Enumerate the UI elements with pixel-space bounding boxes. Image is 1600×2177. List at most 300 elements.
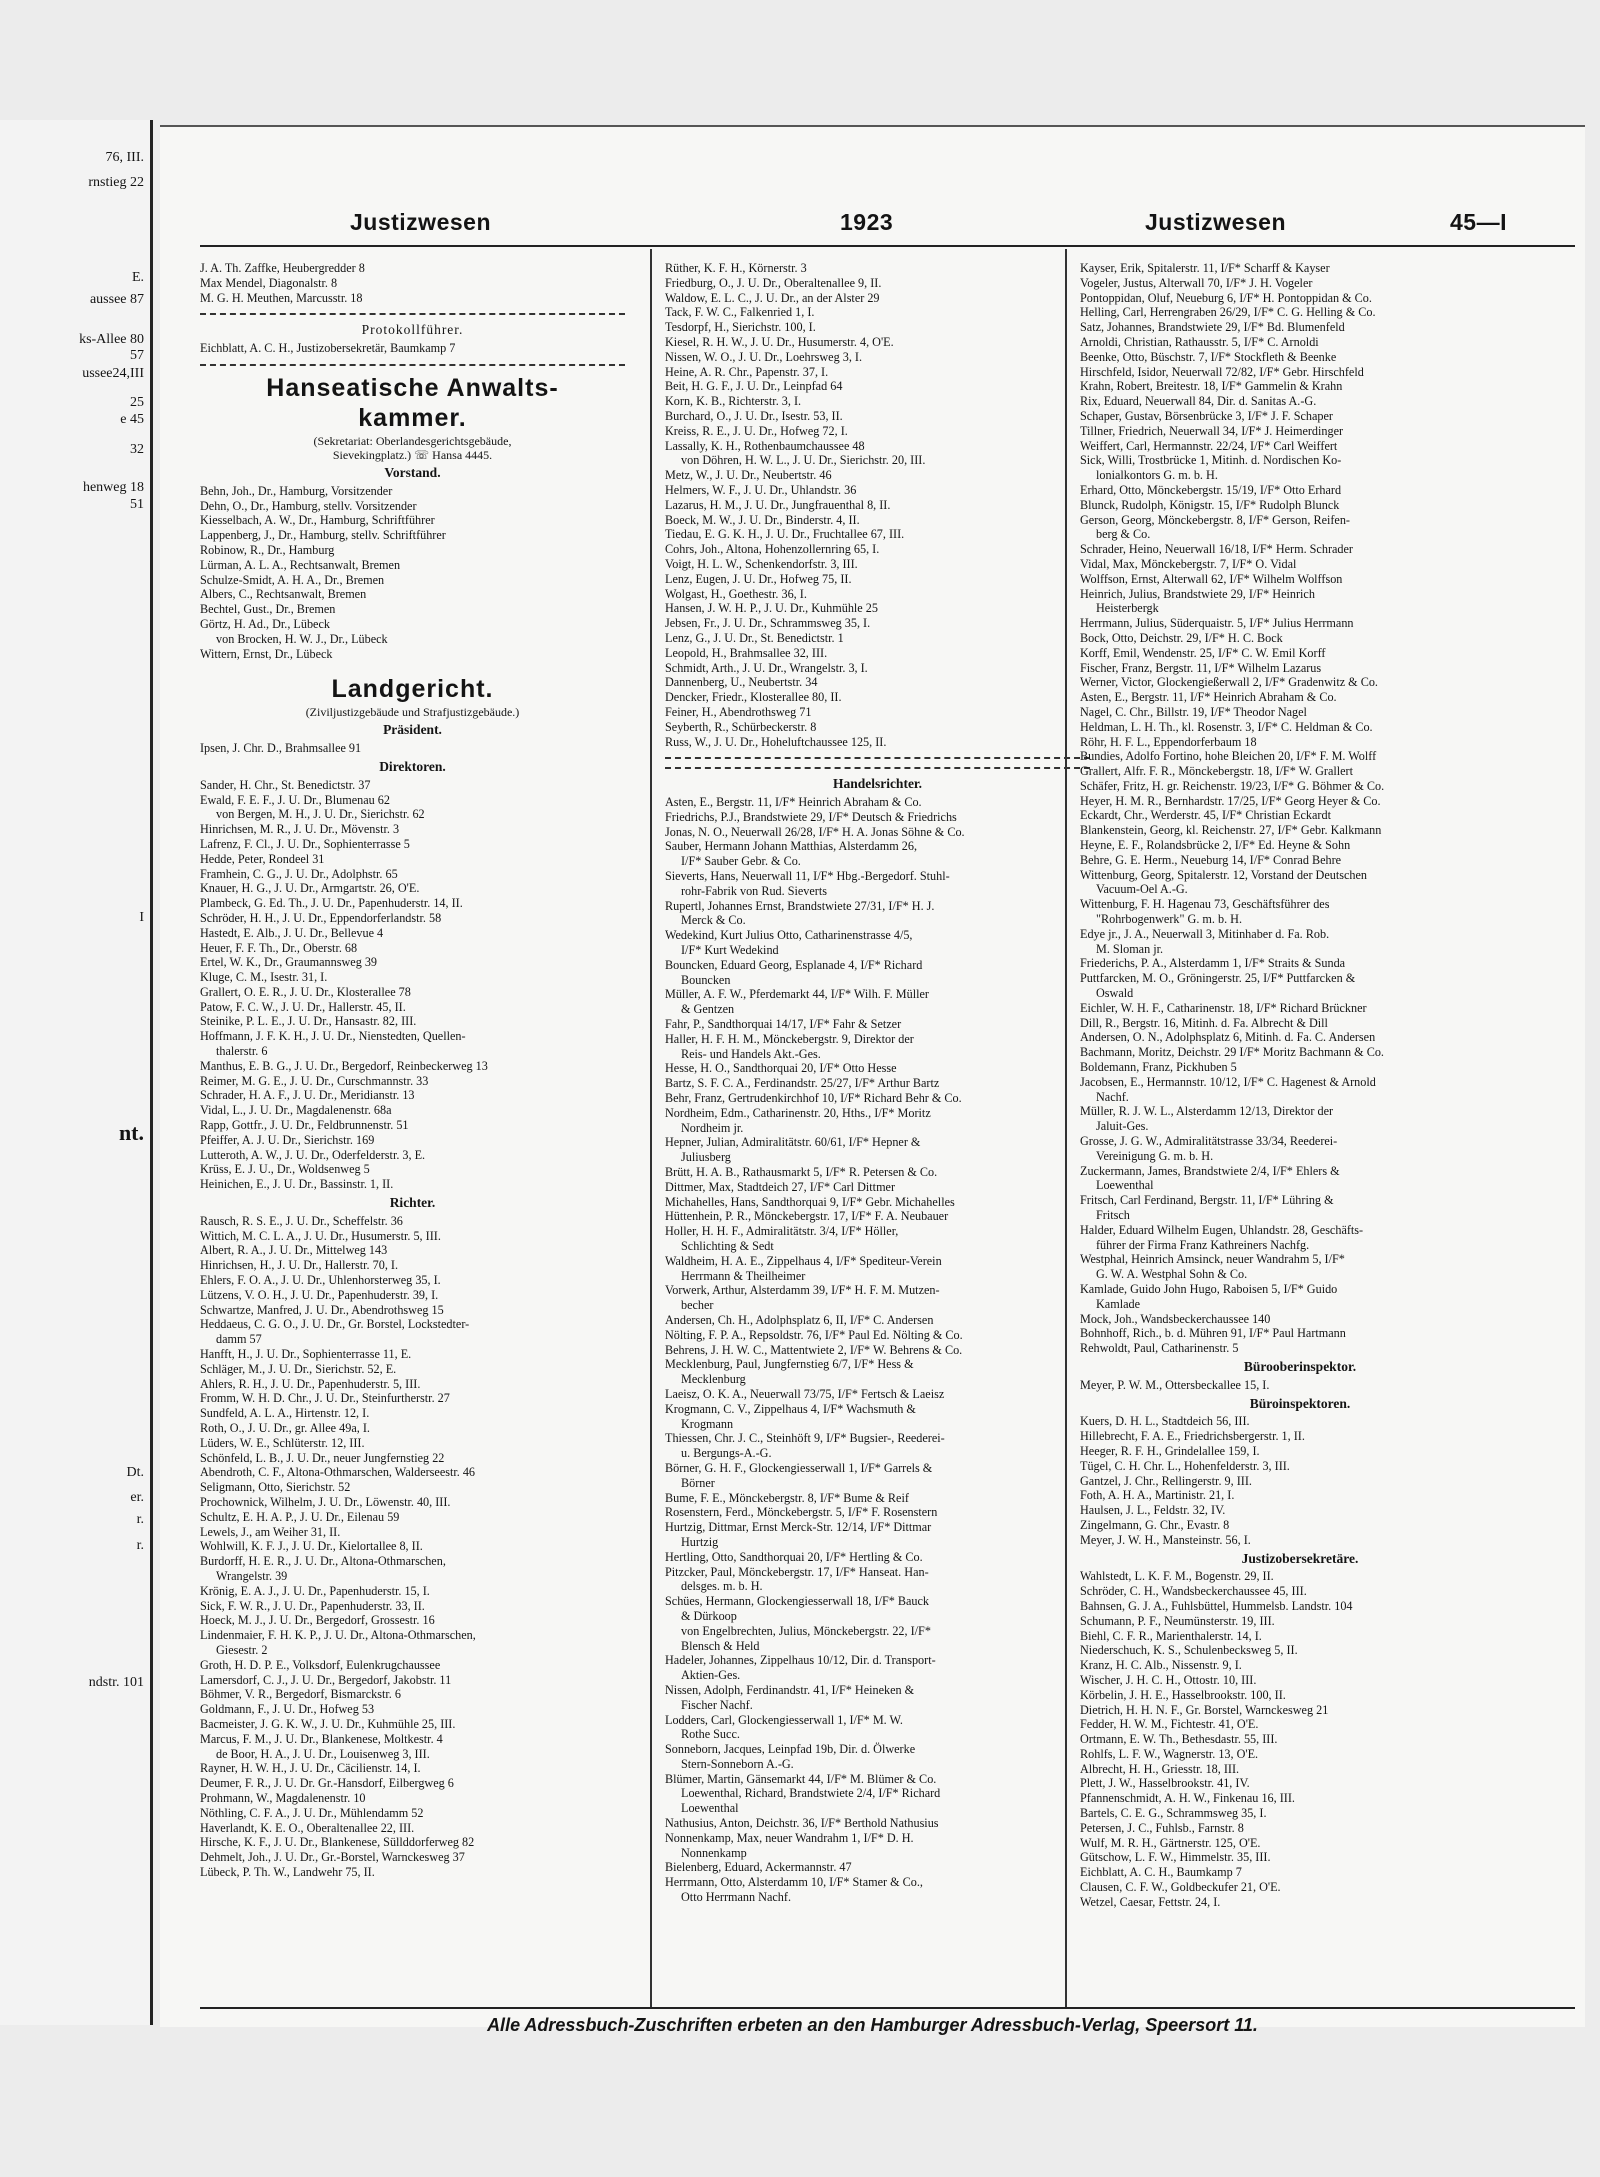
directory-entry: Rupertl, Johannes Ernst, Brandstwiete 27/31, I/F* H. J. xyxy=(665,898,935,913)
directory-entry: Gantzel, J. Chr., Rellingerstr. 9, III. xyxy=(1080,1473,1252,1488)
directory-entry: Prochownick, Wilhelm, J. U. Dr., Löwenstr. 40, III. xyxy=(200,1494,451,1509)
directory-entry: Eckardt, Chr., Werderstr. 45, I/F* Christian Eckardt xyxy=(1080,808,1331,823)
directory-entry: Gütschow, L. F. W., Himmelstr. 35, III. xyxy=(1080,1850,1271,1865)
directory-entry: Hüttenhein, P. R., Mönckebergstr. 17, I/F* F. A. Neubauer xyxy=(665,1209,949,1224)
directory-entry: Oswald xyxy=(1096,986,1134,1001)
directory-entry: Tiedau, E. G. K. H., J. U. Dr., Fruchtallee 67, III. xyxy=(665,527,905,542)
directory-entry: Sieverts, Hans, Neuerwall 11, I/F* Hbg.-Bergedorf. Stuhl- xyxy=(665,869,950,884)
prev-page-fragment: 32 xyxy=(130,442,144,457)
entry-list xyxy=(665,261,1090,749)
directory-entry: Biehl, C. F. R., Marienthalerstr. 14, I. xyxy=(1080,1628,1262,1643)
directory-entry: Groth, H. D. P. E., Volksdorf, Eulenkrugchaussee xyxy=(200,1657,441,1672)
directory-entry: Heuer, F. F. Th., Dr., Oberstr. 68 xyxy=(200,940,358,955)
directory-entry: Grallert, O. E. R., J. U. Dr., Klosterallee 78 xyxy=(200,984,411,999)
separator xyxy=(200,313,625,315)
directory-entry: Herrmann & Theilheimer xyxy=(681,1268,806,1283)
directory-entry: lonialkontors G. m. b. H. xyxy=(1096,468,1218,483)
directory-entry: Lewels, J., am Weiher 31, II. xyxy=(200,1524,341,1539)
directory-entry: Robinow, R., Dr., Hamburg xyxy=(200,542,335,557)
column-3 xyxy=(1080,261,1520,1910)
directory-entry: Metz, W., J. U. Dr., Neubertstr. 46 xyxy=(665,468,832,483)
directory-entry: Loewenthal xyxy=(1096,1178,1154,1193)
directory-entry: Röhr, H. F. L., Eppendorferbaum 18 xyxy=(1080,734,1257,749)
directory-entry: Russ, W., J. U. Dr., Hoheluftchaussee 125, II. xyxy=(665,734,887,749)
directory-entry: Haulsen, J. L., Feldstr. 32, IV. xyxy=(1080,1503,1226,1518)
directory-entry: Bahnsen, G. J. A., Fuhlsbüttel, Hummelsb. Landstr. 104 xyxy=(1080,1598,1353,1613)
directory-entry: Rüther, K. F. H., Körnerstr. 3 xyxy=(665,261,807,275)
directory-entry: Lürman, A. L. A., Rechtsanwalt, Bremen xyxy=(200,557,401,572)
footer-rule xyxy=(200,2007,1575,2009)
header-left-title: Justizwesen xyxy=(350,209,491,235)
directory-entry: I/F* Sauber Gebr. & Co. xyxy=(681,854,801,869)
column-divider xyxy=(650,249,652,2009)
directory-entry: Pfeiffer, A. J. U. Dr., Sierichstr. 169 xyxy=(200,1132,375,1147)
header-year: 1923 xyxy=(840,209,894,235)
prev-page-fragment: E. xyxy=(131,270,144,285)
directory-entry: Asten, E., Bergstr. 11, I/F* Heinrich Abraham & Co. xyxy=(1080,690,1337,705)
directory-entry: M. G. H. Meuthen, Marcusstr. 18 xyxy=(200,290,363,305)
section-title: kammer. xyxy=(358,403,467,432)
directory-entry: Schrader, Heino, Neuerwall 16/18, I/F* Herm. Schrader xyxy=(1080,542,1353,557)
directory-entry: Wahlstedt, L. K. F. M., Bogenstr. 29, II. xyxy=(1080,1569,1274,1584)
directory-entry: Nordheim, Edm., Catharinenstr. 20, Hths., I/F* Moritz xyxy=(665,1105,931,1120)
directory-entry: Nissen, Adolph, Ferdinandstr. 41, I/F* Heineken & xyxy=(665,1682,915,1697)
directory-entry: Schües, Hermann, Glockengiesserwall 18, I/F* Bauck xyxy=(665,1594,930,1609)
section-title: Landgericht. xyxy=(331,675,494,704)
directory-entry: Behn, Joh., Dr., Hamburg, Vorsitzender xyxy=(200,483,393,498)
separator xyxy=(200,364,625,366)
directory-entry: Vidal, Max, Mönckebergstr. 7, I/F* O. Vidal xyxy=(1080,556,1297,571)
directory-entry: Heyne, E. F., Rolandsbrücke 2, I/F* Ed. Heyne & Sohn xyxy=(1080,838,1351,853)
prev-page-fragment: 76, III. xyxy=(105,150,144,165)
directory-entry: Weiffert, Carl, Hermannstr. 22/24, I/F* Carl Weiffert xyxy=(1080,438,1338,453)
section-note: (Sekretariat: Oberlandesgerichtsgebäude, xyxy=(313,433,512,448)
directory-entry: Tack, F. W. C., Falkenried 1, I. xyxy=(665,305,815,320)
directory-entry: Schwartze, Manfred, J. U. Dr., Abendrothsweg 15 xyxy=(200,1302,444,1317)
directory-entry: Tügel, C. H. Chr. L., Hohenfelderstr. 3, III. xyxy=(1080,1458,1290,1473)
prev-page-fragment: er. xyxy=(130,1490,144,1505)
directory-entry: Dencker, Friedr., Klosterallee 80, II. xyxy=(665,690,842,705)
prev-page-fragment: 57 xyxy=(130,348,144,363)
directory-entry: Hastedt, E. Alb., J. U. Dr., Bellevue 4 xyxy=(200,925,384,940)
directory-entry: Schumann, P. F., Neumünsterstr. 19, III. xyxy=(1080,1613,1275,1628)
section-heading: Handelsrichter. xyxy=(832,776,923,792)
directory-entry: Müller, A. F. W., Pferdemarkt 44, I/F* Wilh. F. Müller xyxy=(665,987,929,1002)
section-note: (Ziviljustizgebäude und Strafjustizgebäude.) xyxy=(305,705,520,720)
prev-page-fragment: ks-Allee 80 xyxy=(79,332,144,347)
prev-page-fragment: ussee24,III xyxy=(82,366,144,381)
directory-entry: Steinike, P. L. E., J. U. Dr., Hansastr. 82, III. xyxy=(200,1014,417,1029)
entry-list xyxy=(200,484,625,662)
directory-entry: Voigt, H. L. W., Schenkendorfstr. 3, III. xyxy=(665,556,858,571)
directory-entry: Hertling, Otto, Sandthorquai 20, I/F* Hertling & Co. xyxy=(665,1549,923,1564)
directory-entry: Kiesel, R. H. W., J. U. Dr., Husumerstr. 4, O'E. xyxy=(665,334,894,349)
directory-entry: Meyer, J. W. H., Mansteinstr. 56, I. xyxy=(1080,1532,1251,1547)
directory-entry: Bouncken xyxy=(681,972,731,987)
entry-list xyxy=(200,741,625,756)
directory-entry: Westphal, Heinrich Amsinck, neuer Wandrahm 5, I/F* xyxy=(1080,1252,1345,1267)
directory-entry: Erhard, Otto, Mönckebergstr. 15/19, I/F* Otto Erhard xyxy=(1080,482,1342,497)
directory-entry: Nissen, W. O., J. U. Dr., Loehrsweg 3, I. xyxy=(665,349,863,364)
directory-entry: Asten, E., Bergstr. 11, I/F* Heinrich Abraham & Co. xyxy=(665,795,922,810)
directory-entry: Gerson, Georg, Mönckebergstr. 8, I/F* Gerson, Reifen- xyxy=(1080,512,1350,527)
directory-entry: Schmidt, Arth., J. U. Dr., Wrangelstr. 3, I. xyxy=(665,660,868,675)
entry-list xyxy=(1080,1378,1520,1393)
directory-entry: Schläger, M., J. U. Dr., Sierichstr. 52, E. xyxy=(200,1361,397,1376)
header-right-title: Justizwesen xyxy=(1145,209,1286,235)
directory-entry: Görtz, H. Ad., Dr., Lübeck xyxy=(200,616,330,631)
directory-entry: Lafrenz, F. Cl., J. U. Dr., Sophienterrasse 5 xyxy=(200,836,410,851)
directory-entry: Nonnenkamp, Max, neuer Wandrahm 1, I/F* D. H. xyxy=(665,1830,914,1845)
directory-entry: Krogmann xyxy=(681,1416,734,1431)
directory-entry: Lodders, Carl, Glockengiesserwall 1, I/F* M. W. xyxy=(665,1712,903,1727)
directory-entry: Börner, G. H. F., Glockengiesserwall 1, I/F* Garrels & xyxy=(665,1460,933,1475)
directory-entry: Friederichs, P. A., Alsterdamm 1, I/F* Straits & Sunda xyxy=(1080,956,1346,971)
directory-entry: & Gentzen xyxy=(681,1002,735,1017)
directory-entry: Hurtzig, Dittmar, Ernst Merck-Str. 12/14, I/F* Dittmar xyxy=(665,1520,932,1535)
directory-entry: Bume, F. E., Mönckebergstr. 8, I/F* Bume & Reif xyxy=(665,1490,909,1505)
directory-entry: Heddaeus, C. G. O., J. U. Dr., Gr. Borstel, Lockstedter- xyxy=(200,1317,470,1332)
directory-entry: Behrens, J. H. W. C., Mattentwiete 2, I/F* W. Behrens & Co. xyxy=(665,1342,963,1357)
directory-entry: Waldow, E. L. C., J. U. Dr., an der Alster 29 xyxy=(665,290,880,305)
directory-entry: Nagel, C. Chr., Billstr. 19, I/F* Theodor Nagel xyxy=(1080,704,1307,719)
directory-entry: Börner xyxy=(681,1475,715,1490)
directory-entry: Nordheim jr. xyxy=(681,1120,744,1135)
directory-entry: Nachf. xyxy=(1096,1089,1129,1104)
directory-entry: Blankenstein, Georg, kl. Reichenstr. 27, I/F* Gebr. Kalkmann xyxy=(1080,823,1382,838)
directory-entry: Bundies, Adolfo Fortino, hohe Bleichen 20, I/F* F. M. Wolff xyxy=(1080,749,1377,764)
directory-entry: Ipsen, J. Chr. D., Brahmsallee 91 xyxy=(200,741,362,756)
directory-entry: Juliusberg xyxy=(681,1150,731,1165)
directory-entry: Friedburg, O., J. U. Dr., Oberaltenallee 9, II. xyxy=(665,275,882,290)
directory-entry: Wittern, Ernst, Dr., Lübeck xyxy=(200,646,333,661)
directory-entry: Sander, H. Chr., St. Benedictstr. 37 xyxy=(200,777,371,792)
directory-entry: Max Mendel, Diagonalstr. 8 xyxy=(200,275,338,290)
directory-entry: Heinichen, E., J. U. Dr., Bassinstr. 1, II. xyxy=(200,1177,394,1192)
directory-entry: Ahlers, R. H., J. U. Dr., Papenhuderstr. 5, III. xyxy=(200,1376,421,1391)
entry-list xyxy=(665,795,1090,1905)
directory-entry: Holler, H. H. F., Admiralitätstr. 3/4, I/F* Höller, xyxy=(665,1224,899,1239)
section-heading: Protokollführer. xyxy=(361,322,464,338)
directory-entry: I/F* Kurt Wedekind xyxy=(681,943,779,958)
directory-entry: Kreiss, R. E., J. U. Dr., Hofweg 72, I. xyxy=(665,423,848,438)
directory-entry: Heldman, L. H. Th., kl. Rosenstr. 3, I/F* C. Heldman & Co. xyxy=(1080,719,1373,734)
prev-page-fragment: ndstr. 101 xyxy=(88,1675,144,1690)
directory-entry: Krönig, E. A. J., J. U. Dr., Papenhuderstr. 15, I. xyxy=(200,1583,430,1598)
directory-entry: Hoffmann, J. F. K. H., J. U. Dr., Nienstedten, Quellen- xyxy=(200,1029,466,1044)
directory-entry: Leopold, H., Brahmsallee 32, III. xyxy=(665,645,828,660)
directory-entry: Giesestr. 2 xyxy=(216,1642,268,1657)
directory-entry: Eichblatt, A. C. H., Baumkamp 7 xyxy=(1080,1865,1242,1880)
directory-entry: Jonas, N. O., Neuerwall 26/28, I/F* H. A. Jonas Söhne & Co. xyxy=(665,824,965,839)
directory-entry: Dill, R., Bergstr. 16, Mitinh. d. Fa. Albrecht & Dill xyxy=(1080,1015,1328,1030)
entry-list xyxy=(1080,1414,1520,1547)
directory-entry: Korn, K. B., Richterstr. 3, I. xyxy=(665,394,802,409)
directory-entry: Rix, Eduard, Neuerwall 84, Dir. d. Sanitas A.-G. xyxy=(1080,394,1317,409)
directory-entry: Hinrichsen, H., J. U. Dr., Hallerstr. 70, I. xyxy=(200,1258,399,1273)
directory-entry: Bartz, S. F. C. A., Ferdinandstr. 25/27, I/F* Arthur Bartz xyxy=(665,1076,940,1091)
directory-entry: Patow, F. C. W., J. U. Dr., Hallerstr. 45, II. xyxy=(200,999,406,1014)
directory-entry: Heyer, H. M. R., Bernhardstr. 17/25, I/F* Georg Heyer & Co. xyxy=(1080,793,1381,808)
directory-entry: Wedekind, Kurt Julius Otto, Catharinenstrasse 4/5, xyxy=(665,928,913,943)
directory-entry: Sonneborn, Jacques, Leinpfad 19b, Dir. d. Ölwerke xyxy=(665,1742,916,1757)
prev-page-fragment: 51 xyxy=(130,497,144,512)
directory-entry: Hurtzig xyxy=(681,1534,719,1549)
directory-entry: Satz, Johannes, Brandstwiete 29, I/F* Bd. Blumenfeld xyxy=(1080,320,1345,335)
directory-entry: Wittenburg, F. H. Hagenau 73, Geschäftsführer des xyxy=(1080,897,1330,912)
directory-entry: Tillner, Friedrich, Neuerwall 34, I/F* J. Heimerdinger xyxy=(1080,423,1344,438)
directory-entry: Lüders, W. E., Schlüterstr. 12, III. xyxy=(200,1435,365,1450)
directory-entry: Schultz, E. H. A. P., J. U. Dr., Eilenau 59 xyxy=(200,1509,400,1524)
directory-entry: Marcus, F. M., J. U. Dr., Blankenese, Moltkestr. 4 xyxy=(200,1731,443,1746)
directory-entry: Lamersdorf, C. J., J. U. Dr., Bergedorf, Jakobstr. 11 xyxy=(200,1672,452,1687)
directory-entry: Schulze-Smidt, A. H. A., Dr., Bremen xyxy=(200,572,385,587)
directory-entry: Schröder, H. H., J. U. Dr., Eppendorferlandstr. 58 xyxy=(200,910,442,925)
prev-page-fragment: I xyxy=(139,910,144,925)
directory-entry: Eichler, W. H. F., Catharinenstr. 18, I/F* Richard Brückner xyxy=(1080,1000,1367,1015)
prev-page-fragment: rnstieg 22 xyxy=(88,175,144,190)
directory-entry: Dietrich, H. H. N. F., Gr. Borstel, Warnckesweg 21 xyxy=(1080,1702,1329,1717)
directory-entry: M. Sloman jr. xyxy=(1096,941,1164,956)
directory-entry: u. Bergungs-A.-G. xyxy=(681,1446,772,1461)
directory-entry: Rothe Succ. xyxy=(681,1727,740,1742)
directory-entry: Feiner, H., Abendrothsweg 71 xyxy=(665,704,812,719)
directory-entry: Fritsch xyxy=(1096,1208,1130,1222)
directory-entry: Kayser, Erik, Spitalerstr. 11, I/F* Scharff & Kayser xyxy=(1080,261,1330,275)
column-2 xyxy=(665,261,1090,1905)
directory-entry: Nonnenkamp xyxy=(681,1845,747,1860)
directory-entry: Kuers, D. H. L., Stadtdeich 56, III. xyxy=(1080,1414,1250,1429)
directory-entry: Petersen, J. C., Fuhlsb., Farnstr. 8 xyxy=(1080,1820,1244,1835)
directory-entry: Heeger, R. F. H., Grindelallee 159, I. xyxy=(1080,1443,1260,1458)
directory-entry: Lutteroth, A. W., J. U. Dr., Oderfelderstr. 3, E. xyxy=(200,1147,426,1162)
directory-entry: Sauber, Hermann Johann Matthias, Alsterdamm 26, xyxy=(665,839,918,854)
directory-entry: Hanfft, H., J. U. Dr., Sophienterrasse 11, E. xyxy=(200,1347,412,1362)
directory-entry: Beenke, Otto, Büschstr. 7, I/F* Stockfleth & Beenke xyxy=(1080,349,1337,364)
directory-entry: Dehn, O., Dr., Hamburg, stellv. Vorsitzender xyxy=(200,498,417,513)
section-heading: Vorstand. xyxy=(384,464,441,480)
directory-entry: Fahr, P., Sandthorquai 14/17, I/F* Fahr & Setzer xyxy=(665,1017,902,1032)
directory-entry: Tesdorpf, H., Sierichstr. 100, I. xyxy=(665,320,816,335)
directory-entry: Hoeck, M. J., J. U. Dr., Bergedorf, Grossestr. 16 xyxy=(200,1613,435,1628)
directory-entry: Fischer, Franz, Bergstr. 11, I/F* Wilhelm Lazarus xyxy=(1080,660,1322,675)
directory-entry: Nathusius, Anton, Deichstr. 36, I/F* Berthold Nathusius xyxy=(665,1816,939,1831)
directory-entry: J. A. Th. Zaffke, Heubergredder 8 xyxy=(200,261,365,275)
directory-entry: Böhmer, V. R., Bergedorf, Bismarckstr. 6 xyxy=(200,1687,401,1702)
directory-entry: Reimer, M. G. E., J. U. Dr., Curschmannstr. 33 xyxy=(200,1073,429,1088)
section-heading: Büroinspektoren. xyxy=(1249,1395,1351,1411)
directory-entry: Laeisz, O. K. A., Neuerwall 73/75, I/F* Fertsch & Laeisz xyxy=(665,1386,945,1401)
directory-entry: Kiesselbach, A. W., Dr., Hamburg, Schriftführer xyxy=(200,513,435,528)
directory-entry: Stern-Sonneborn A.-G. xyxy=(681,1756,794,1771)
directory-entry: Vacuum-Oel A.-G. xyxy=(1096,882,1188,897)
section-note: Sievekingplatz.) ☏ Hansa 4445. xyxy=(332,447,493,462)
directory-entry: Schäfer, Fritz, H. gr. Reichenstr. 19/23, I/F* G. Böhmer & Co. xyxy=(1080,778,1385,793)
prev-page-fragment: e 45 xyxy=(120,412,144,427)
directory-entry: "Rohrbogenwerk" G. m. b. H. xyxy=(1096,912,1243,927)
directory-entry: Vorwerk, Arthur, Alsterdamm 39, I/F* H. F. M. Mutzen- xyxy=(665,1283,940,1298)
directory-entry: Brütt, H. A. B., Rathausmarkt 5, I/F* R. Petersen & Co. xyxy=(665,1165,938,1180)
directory-entry: Herrmann, Julius, Süderquaistr. 5, I/F* Julius Herrmann xyxy=(1080,616,1354,631)
directory-entry: Haverlandt, K. E. O., Oberaltenallee 22, III. xyxy=(200,1820,415,1835)
directory-entry: Seyberth, R., Schürbeckerstr. 8 xyxy=(665,719,817,734)
directory-entry: von Brocken, H. W. J., Dr., Lübeck xyxy=(216,631,388,646)
section-heading: Präsident. xyxy=(383,722,442,738)
directory-entry: Hesse, H. O., Sandthorquai 20, I/F* Otto Hesse xyxy=(665,1061,897,1076)
section-heading: Justizobersekretäre. xyxy=(1241,1550,1359,1566)
directory-entry: Müller, R. J. W. L., Alsterdamm 12/13, Direktor der xyxy=(1080,1104,1334,1119)
directory-entry: Ortmann, E. W. Th., Bethesdastr. 55, III. xyxy=(1080,1732,1278,1747)
directory-entry: Hirsche, K. F., J. U. Dr., Blankenese, Süllddorferweg 82 xyxy=(200,1835,475,1850)
directory-entry: Krüss, E. J. U., Dr., Woldsenweg 5 xyxy=(200,1162,370,1177)
directory-entry: Sundfeld, A. L. A., Hirtenstr. 12, I. xyxy=(200,1406,370,1421)
directory-entry: berg & Co. xyxy=(1096,527,1151,542)
directory-entry: Schröder, C. H., Wandsbeckerchaussee 45, III. xyxy=(1080,1584,1307,1599)
directory-entry: von Döhren, H. W. L., J. U. Dr., Sierichstr. 20, III. xyxy=(681,453,926,468)
directory-entry: Rapp, Gottfr., J. U. Dr., Feldbrunnenstr. 51 xyxy=(200,1118,409,1133)
directory-entry: Rehwoldt, Paul, Catharinenstr. 5 xyxy=(1080,1341,1239,1356)
directory-entry: Albert, R. A., J. U. Dr., Mittelweg 143 xyxy=(200,1243,388,1258)
section-heading: Bürooberinspektor. xyxy=(1243,1358,1357,1374)
directory-entry: Körbelin, J. H. E., Hasselbrookstr. 100, II. xyxy=(1080,1687,1286,1702)
directory-entry: Puttfarcken, M. O., Gröningerstr. 25, I/F* Puttfarcken & xyxy=(1080,971,1356,986)
directory-entry: Zuckermann, James, Brandstwiete 2/4, I/F* Ehlers & xyxy=(1080,1163,1340,1178)
directory-entry: führer der Firma Franz Kathreiners Nachfg. xyxy=(1096,1237,1310,1252)
directory-entry: delsges. m. b. H. xyxy=(681,1579,763,1594)
directory-entry: Wittenburg, Georg, Spitalerstr. 12, Vorstand der Deutschen xyxy=(1080,867,1367,882)
directory-entry: Dittmer, Max, Stadtdeich 27, I/F* Carl Dittmer xyxy=(665,1179,896,1194)
directory-entry: Roth, O., J. U. Dr., gr. Allee 49a, I. xyxy=(200,1421,370,1435)
directory-entry: Wolgast, H., Goethestr. 36, I. xyxy=(665,586,807,601)
directory-entry: Hepner, Julian, Admiralitätstr. 60/61, I/F* Hepner & xyxy=(665,1135,921,1150)
directory-entry: Heine, A. R. Chr., Papenstr. 37, I. xyxy=(665,364,829,379)
directory-entry: Bouncken, Eduard Georg, Esplanade 4, I/F* Richard xyxy=(665,957,923,972)
directory-entry: Hirschfeld, Isidor, Neuerwall 72/82, I/F* Gebr. Hirschfeld xyxy=(1080,364,1364,379)
directory-entry: Meyer, P. W. M., Ottersbeckallee 15, I. xyxy=(1080,1377,1270,1392)
directory-entry: Fritsch, Carl Ferdinand, Bergstr. 11, I/F* Lühring & xyxy=(1080,1193,1334,1208)
entry-list xyxy=(1080,261,1520,1356)
directory-entry: Werner, Victor, Glockengießerwall 2, I/F* Gradenwitz & Co. xyxy=(1080,675,1378,690)
directory-entry: Schaper, Gustav, Börsenbrücke 3, I/F* J. F. Schaper xyxy=(1080,408,1333,423)
directory-entry: Bohnhoff, Rich., b. d. Mühren 91, I/F* Paul Hartmann xyxy=(1080,1326,1346,1341)
directory-entry: Jaluit-Ges. xyxy=(1096,1119,1149,1134)
directory-entry: Hedde, Peter, Rondeel 31 xyxy=(200,851,325,866)
directory-entry: Rausch, R. S. E., J. U. Dr., Scheffelstr. 36 xyxy=(200,1213,403,1228)
directory-entry: Waldheim, H. A. E., Zippelhaus 4, I/F* Spediteur-Verein xyxy=(665,1253,942,1268)
directory-entry: Bartels, C. E. G., Schrammsweg 35, I. xyxy=(1080,1806,1267,1821)
directory-entry: Reis- und Handels Akt.-Ges. xyxy=(681,1046,821,1061)
section-heading: Direktoren. xyxy=(379,758,446,774)
directory-entry: Schrader, H. A. F., J. U. Dr., Meridianstr. 13 xyxy=(200,1088,415,1103)
directory-entry: Jacobsen, E., Hermannstr. 10/12, I/F* C. Hagenest & Arnold xyxy=(1080,1074,1376,1089)
directory-entry: Pfannenschmidt, A. H. W., Finkenau 16, III. xyxy=(1080,1791,1295,1806)
prev-page-fragment: aussee 87 xyxy=(89,292,144,307)
directory-entry: Blensch & Held xyxy=(681,1638,760,1653)
directory-entry: Behr, Franz, Gertrudenkirchhof 10, I/F* Richard Behr & Co. xyxy=(665,1091,962,1106)
directory-entry: Friedrichs, P.J., Brandstwiete 29, I/F* Deutsch & Friedrichs xyxy=(665,809,957,824)
directory-entry: Kranz, H. C. Alb., Nissenstr. 9, I. xyxy=(1080,1658,1242,1673)
separator xyxy=(665,757,1090,759)
directory-entry: Wischer, J. H. C. H., Ottostr. 10, III. xyxy=(1080,1672,1257,1687)
directory-entry: Mock, Joh., Wandsbeckerchaussee 140 xyxy=(1080,1311,1271,1326)
directory-entry: Wulf, M. R. H., Gärtnerstr. 125, O'E. xyxy=(1080,1835,1261,1850)
directory-entry: Deumer, F. R., J. U. Dr. Gr.-Hansdorf, Eilbergweg 6 xyxy=(200,1776,454,1791)
previous-page-strip xyxy=(0,120,153,2025)
directory-entry: Herrmann, Otto, Alsterdamm 10, I/F* Stamer & Co., xyxy=(665,1875,923,1890)
directory-entry: Bechtel, Gust., Dr., Bremen xyxy=(200,602,336,617)
directory-entry: Merck & Co. xyxy=(681,913,746,928)
prev-page-fragment: r. xyxy=(136,1538,144,1553)
directory-entry: Eichblatt, A. C. H., Justizobersekretär, Baumkamp 7 xyxy=(200,341,456,356)
directory-entry: von Bergen, M. H., J. U. Dr., Sierichstr. 62 xyxy=(216,807,425,822)
directory-entry: Lassally, K. H., Rothenbaumchaussee 48 xyxy=(665,438,865,453)
directory-entry: damm 57 xyxy=(216,1332,262,1347)
directory-entry: Albrecht, H. H., Griesstr. 18, III. xyxy=(1080,1761,1240,1776)
directory-entry: Vidal, L., J. U. Dr., Magdalenenstr. 68a xyxy=(200,1103,392,1118)
directory-entry: Lützens, V. O. H., J. U. Dr., Papenhuderstr. 39, I. xyxy=(200,1287,439,1302)
directory-entry: Pontoppidan, Oluf, Neueburg 6, I/F* H. Pontoppidan & Co. xyxy=(1080,290,1372,305)
directory-entry: Bock, Otto, Deichstr. 29, I/F* H. C. Bock xyxy=(1080,630,1283,645)
directory-entry: becher xyxy=(681,1298,714,1313)
directory-entry: Helmers, W. F., J. U. Dr., Uhlandstr. 36 xyxy=(665,482,857,497)
directory-entry: Behre, G. E. Herm., Neueburg 14, I/F* Conrad Behre xyxy=(1080,852,1342,867)
prev-page-fragment: 25 xyxy=(130,395,144,410)
entry-list xyxy=(200,1214,625,1880)
directory-entry: Boeck, M. W., J. U. Dr., Binderstr. 4, II. xyxy=(665,512,860,527)
directory-entry: Wolffson, Ernst, Alterwall 62, I/F* Wilhelm Wolffson xyxy=(1080,571,1343,586)
directory-entry: Heinrich, Julius, Brandstwiete 29, I/F* Heinrich xyxy=(1080,586,1315,601)
directory-entry: Jebsen, Fr., J. U. Dr., Schrammsweg 35, I. xyxy=(665,616,871,631)
directory-entry: Haller, H. F. H. M., Mönckebergstr. 9, Direktor der xyxy=(665,1031,914,1046)
directory-entry: Ertel, W. K., Dr., Graumannsweg 39 xyxy=(200,955,378,970)
directory-entry: Beit, H. G. F., J. U. Dr., Leinpfad 64 xyxy=(665,379,843,394)
directory-entry: Zingelmann, G. Chr., Evastr. 8 xyxy=(1080,1517,1230,1532)
directory-entry: Lindenmaier, F. H. K. P., J. U. Dr., Altona-Othmarschen, xyxy=(200,1628,476,1643)
section-title: Hanseatische Anwalts- xyxy=(266,373,559,402)
directory-entry: Hillebrecht, F. A. E., Friedrichsbergerstr. 1, II. xyxy=(1080,1429,1305,1444)
directory-entry: Otto Herrmann Nachf. xyxy=(681,1890,791,1905)
entry-list xyxy=(1080,1569,1520,1909)
directory-entry: Dehmelt, Joh., J. U. Dr., Gr.-Borstel, Warnckesweg 37 xyxy=(200,1850,465,1865)
directory-entry: Fromm, W. H. D. Chr., J. U. Dr., Steinfurtherstr. 27 xyxy=(200,1391,450,1406)
directory-entry: rohr-Fabrik von Rud. Sieverts xyxy=(681,883,827,898)
directory-entry: Lenz, G., J. U. Dr., St. Benedictstr. 1 xyxy=(665,630,844,645)
directory-entry: Abendroth, C. F., Altona-Othmarschen, Walderseestr. 46 xyxy=(200,1465,476,1480)
directory-entry: Cohrs, Joh., Altona, Hohenzollernring 65, I. xyxy=(665,542,880,557)
prev-page-fragment: Dt. xyxy=(126,1465,144,1480)
directory-entry: Nölting, F. P. A., Repsoldstr. 76, I/F* Paul Ed. Nölting & Co. xyxy=(665,1327,963,1342)
page-number: 45—I xyxy=(1450,209,1507,235)
directory-entry: Lübeck, P. Th. W., Landwehr 75, II. xyxy=(200,1864,375,1879)
directory-entry: & Dürkoop xyxy=(681,1608,737,1623)
directory-entry: Kamlade xyxy=(1096,1296,1140,1311)
directory-entry: Burdorff, H. E. R., J. U. Dr., Altona-Othmarschen, xyxy=(200,1554,446,1569)
page-header xyxy=(160,209,1585,249)
directory-entry: Lappenberg, J., Dr., Hamburg, stellv. Schriftführer xyxy=(200,528,446,543)
directory-entry: Plett, J. W., Hasselbrookstr. 41, IV. xyxy=(1080,1776,1250,1791)
directory-entry: Loewenthal xyxy=(681,1801,739,1816)
directory-entry: Krogmann, C. V., Zippelhaus 4, I/F* Wachsmuth & xyxy=(665,1401,916,1416)
header-rule xyxy=(200,245,1575,247)
section-heading: Richter. xyxy=(389,1195,436,1211)
directory-entry: Korff, Emil, Wendenstr. 25, I/F* C. W. Emil Korff xyxy=(1080,645,1326,660)
directory-entry: Michahelles, Hans, Sandthorquai 9, I/F* Gebr. Michahelles xyxy=(665,1194,955,1209)
directory-entry: Heisterbergk xyxy=(1096,601,1159,616)
directory-entry: Bachmann, Moritz, Deichstr. 29 I/F* Moritz Bachmann & Co. xyxy=(1080,1045,1384,1060)
directory-entry: Bacmeister, J. G. K. W., J. U. Dr., Kuhmühle 25, III. xyxy=(200,1716,456,1731)
directory-entry: Burchard, O., J. U. Dr., Isestr. 53, II. xyxy=(665,408,843,423)
directory-entry: Seligmann, Otto, Sierichstr. 52 xyxy=(200,1480,351,1495)
